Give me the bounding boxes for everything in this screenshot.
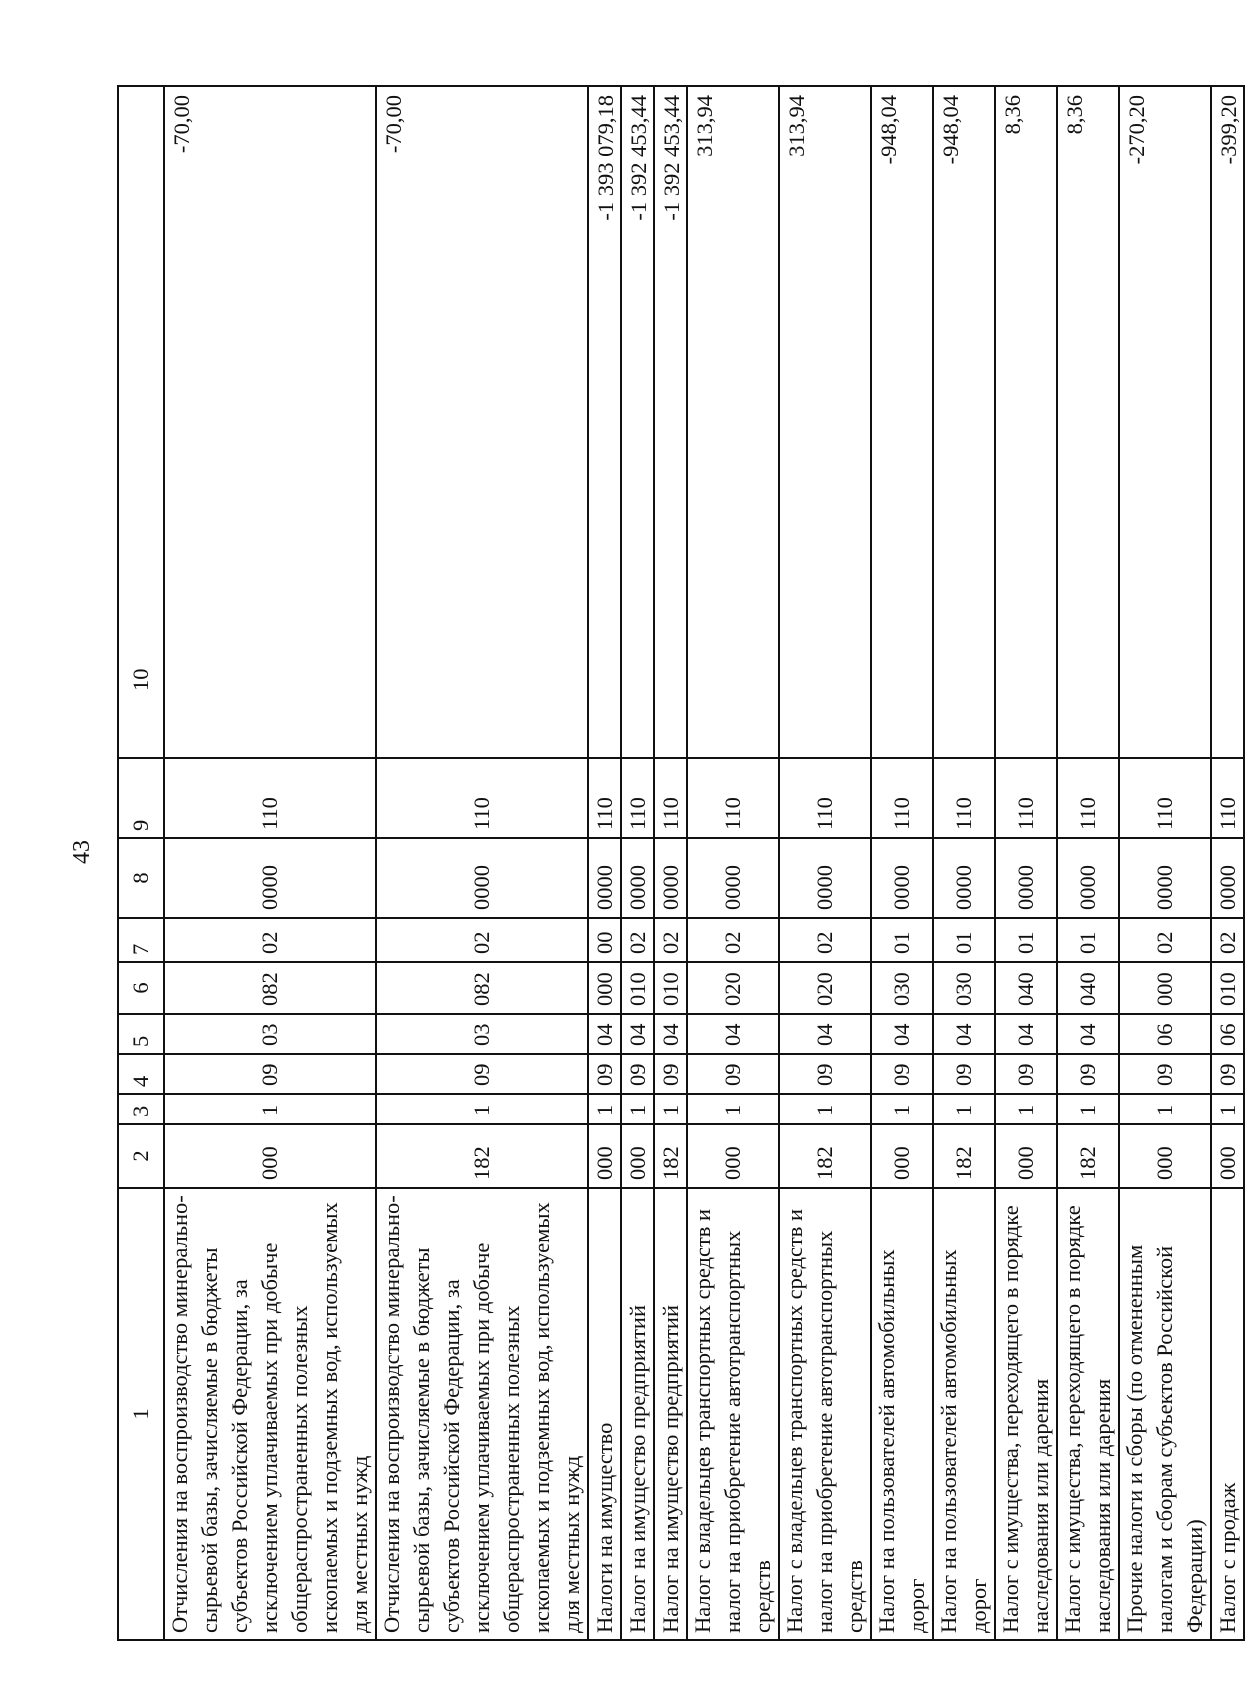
row-name: Налог с владельцев транспортных средств и налог на приобретение автотранспортных средств: [779, 1188, 871, 1640]
column-header: 9: [118, 758, 164, 838]
row-code: 04: [779, 1014, 871, 1054]
row-code: 182: [1057, 1124, 1119, 1188]
row-code: 010: [654, 962, 687, 1014]
row-code: 02: [164, 918, 376, 962]
column-header: 7: [118, 918, 164, 962]
row-value: 8,36: [995, 86, 1057, 758]
row-code: 09: [621, 1054, 654, 1094]
row-code: 1: [164, 1094, 376, 1124]
row-code: 09: [376, 1054, 588, 1094]
row-code: 09: [1211, 1054, 1244, 1094]
row-name: Налог с имущества, переходящего в порядке наследования или дарения: [1057, 1188, 1119, 1640]
row-code: 110: [687, 758, 779, 838]
row-code: 1: [995, 1094, 1057, 1124]
row-value: -1 392 453,44: [654, 86, 687, 758]
row-code: 082: [164, 962, 376, 1014]
row-code: 182: [779, 1124, 871, 1188]
row-code: 0000: [1119, 838, 1211, 918]
budget-table-rotated: [117, 87, 1241, 1641]
column-header: 3: [118, 1094, 164, 1124]
row-code: 04: [871, 1014, 933, 1054]
column-header: 2: [118, 1124, 164, 1188]
row-name: Налог с имущества, переходящего в порядке наследования или дарения: [995, 1188, 1057, 1640]
row-code: 04: [588, 1014, 621, 1054]
row-code: 110: [164, 758, 376, 838]
row-code: 1: [376, 1094, 588, 1124]
row-code: 0000: [1057, 838, 1119, 918]
row-code: 110: [588, 758, 621, 838]
row-value: -70,00: [164, 86, 376, 758]
table-header-row: [118, 86, 164, 1640]
page-number: 43: [69, 840, 95, 864]
row-code: 182: [933, 1124, 995, 1188]
row-code: 000: [687, 1124, 779, 1188]
row-value: 313,94: [687, 86, 779, 758]
row-value: -948,04: [933, 86, 995, 758]
row-code: 1: [1119, 1094, 1211, 1124]
row-code: 000: [1119, 1124, 1211, 1188]
row-code: 110: [621, 758, 654, 838]
row-code: 000: [621, 1124, 654, 1188]
table-row: [1119, 86, 1211, 1640]
row-code: 0000: [376, 838, 588, 918]
row-code: 03: [376, 1014, 588, 1054]
row-value: 8,36: [1057, 86, 1119, 758]
row-code: 182: [376, 1124, 588, 1188]
row-code: 000: [1119, 962, 1211, 1014]
row-code: 1: [654, 1094, 687, 1124]
row-code: 000: [164, 1124, 376, 1188]
table-row: [779, 86, 871, 1640]
row-name: Налог с продаж: [1211, 1188, 1244, 1640]
row-code: 110: [654, 758, 687, 838]
row-code: 010: [621, 962, 654, 1014]
row-code: 1: [1057, 1094, 1119, 1124]
row-value: 313,94: [779, 86, 871, 758]
row-code: 0000: [871, 838, 933, 918]
row-code: 040: [1057, 962, 1119, 1014]
row-code: 09: [164, 1054, 376, 1094]
table-row: [871, 86, 933, 1640]
table-row: [933, 86, 995, 1640]
row-code: 020: [687, 962, 779, 1014]
row-name: Налог на имущество предприятий: [621, 1188, 654, 1640]
row-code: 06: [1211, 1014, 1244, 1054]
table-row: [588, 86, 621, 1640]
row-code: 040: [995, 962, 1057, 1014]
row-code: 0000: [1211, 838, 1244, 918]
row-code: 000: [995, 1124, 1057, 1188]
row-code: 000: [588, 1124, 621, 1188]
row-code: 000: [1211, 1124, 1244, 1188]
row-code: 082: [376, 962, 588, 1014]
row-code: 01: [933, 918, 995, 962]
row-code: 04: [621, 1014, 654, 1054]
row-name: Отчисления на воспроизводство минерально-сырьевой базы, зачисляемые в бюджеты субъектов Российской Федерации, за исключением уплачиваемых при добыче общераспространенных полезных ископаемых и подземных вод, используемых для местных нужд: [376, 1188, 588, 1640]
column-header: 8: [118, 838, 164, 918]
row-code: 110: [1211, 758, 1244, 838]
row-code: 09: [588, 1054, 621, 1094]
row-value: -270,20: [1119, 86, 1211, 758]
row-name: Отчисления на воспроизводство минерально-сырьевой базы, зачисляемые в бюджеты субъектов Российской Федерации, за исключением уплачиваемых при добыче общераспространенных полезных ископаемых и подземных вод, используемых для местных нужд: [164, 1188, 376, 1640]
table-row: [687, 86, 779, 1640]
budget-table-container: [117, 87, 1241, 1641]
row-code: 0000: [779, 838, 871, 918]
row-code: 09: [1119, 1054, 1211, 1094]
row-code: 0000: [588, 838, 621, 918]
row-code: 00: [588, 918, 621, 962]
row-code: 09: [933, 1054, 995, 1094]
row-code: 0000: [687, 838, 779, 918]
budget-table: [117, 85, 1245, 1641]
row-code: 182: [654, 1124, 687, 1188]
row-code: 1: [779, 1094, 871, 1124]
row-code: 09: [779, 1054, 871, 1094]
row-code: 04: [1057, 1014, 1119, 1054]
row-code: 110: [995, 758, 1057, 838]
row-name: Налоги на имущество: [588, 1188, 621, 1640]
row-name: Налог на имущество предприятий: [654, 1188, 687, 1640]
row-code: 04: [654, 1014, 687, 1054]
row-code: 0000: [621, 838, 654, 918]
row-code: 0000: [654, 838, 687, 918]
table-row: [376, 86, 588, 1640]
table-row: [654, 86, 687, 1640]
row-code: 110: [1119, 758, 1211, 838]
row-name: Налог на пользователей автомобильных дорог: [933, 1188, 995, 1640]
row-name: Налог на пользователей автомобильных дорог: [871, 1188, 933, 1640]
row-name: Прочие налоги и сборы (по отмененным налогам и сборам субъектов Российской Федерации): [1119, 1188, 1211, 1640]
row-code: 1: [687, 1094, 779, 1124]
row-code: 02: [376, 918, 588, 962]
row-value: -399,20: [1211, 86, 1244, 758]
column-header: 10: [118, 86, 164, 758]
column-header: 5: [118, 1014, 164, 1054]
row-value: -1 392 453,44: [621, 86, 654, 758]
row-code: 04: [995, 1014, 1057, 1054]
table-row: [995, 86, 1057, 1640]
row-code: 1: [588, 1094, 621, 1124]
row-name: Налог с владельцев транспортных средств и налог на приобретение автотранспортных средств: [687, 1188, 779, 1640]
row-value: -1 393 079,18: [588, 86, 621, 758]
row-code: 1: [871, 1094, 933, 1124]
row-code: 020: [779, 962, 871, 1014]
row-code: 09: [687, 1054, 779, 1094]
row-value: -70,00: [376, 86, 588, 758]
row-code: 04: [933, 1014, 995, 1054]
row-code: 110: [871, 758, 933, 838]
row-code: 02: [779, 918, 871, 962]
row-code: 1: [621, 1094, 654, 1124]
row-code: 0000: [164, 838, 376, 918]
row-code: 110: [376, 758, 588, 838]
row-code: 110: [779, 758, 871, 838]
row-value: -948,04: [871, 86, 933, 758]
row-code: 09: [995, 1054, 1057, 1094]
column-header: 1: [118, 1188, 164, 1640]
table-row: [1057, 86, 1119, 1640]
row-code: 09: [871, 1054, 933, 1094]
row-code: 03: [164, 1014, 376, 1054]
row-code: 1: [933, 1094, 995, 1124]
row-code: 000: [588, 962, 621, 1014]
table-row: [1211, 86, 1244, 1640]
row-code: 0000: [995, 838, 1057, 918]
row-code: 110: [933, 758, 995, 838]
column-header: 4: [118, 1054, 164, 1094]
row-code: 01: [1057, 918, 1119, 962]
row-code: 000: [871, 1124, 933, 1188]
table-row: [621, 86, 654, 1640]
row-code: 02: [687, 918, 779, 962]
row-code: 09: [654, 1054, 687, 1094]
row-code: 010: [1211, 962, 1244, 1014]
row-code: 02: [1211, 918, 1244, 962]
row-code: 0000: [933, 838, 995, 918]
row-code: 02: [621, 918, 654, 962]
row-code: 01: [871, 918, 933, 962]
row-code: 030: [871, 962, 933, 1014]
row-code: 06: [1119, 1014, 1211, 1054]
table-row: [164, 86, 376, 1640]
column-header: 6: [118, 962, 164, 1014]
row-code: 09: [1057, 1054, 1119, 1094]
row-code: 1: [1211, 1094, 1244, 1124]
row-code: 110: [1057, 758, 1119, 838]
row-code: 04: [687, 1014, 779, 1054]
row-code: 02: [654, 918, 687, 962]
row-code: 030: [933, 962, 995, 1014]
row-code: 02: [1119, 918, 1211, 962]
row-code: 01: [995, 918, 1057, 962]
